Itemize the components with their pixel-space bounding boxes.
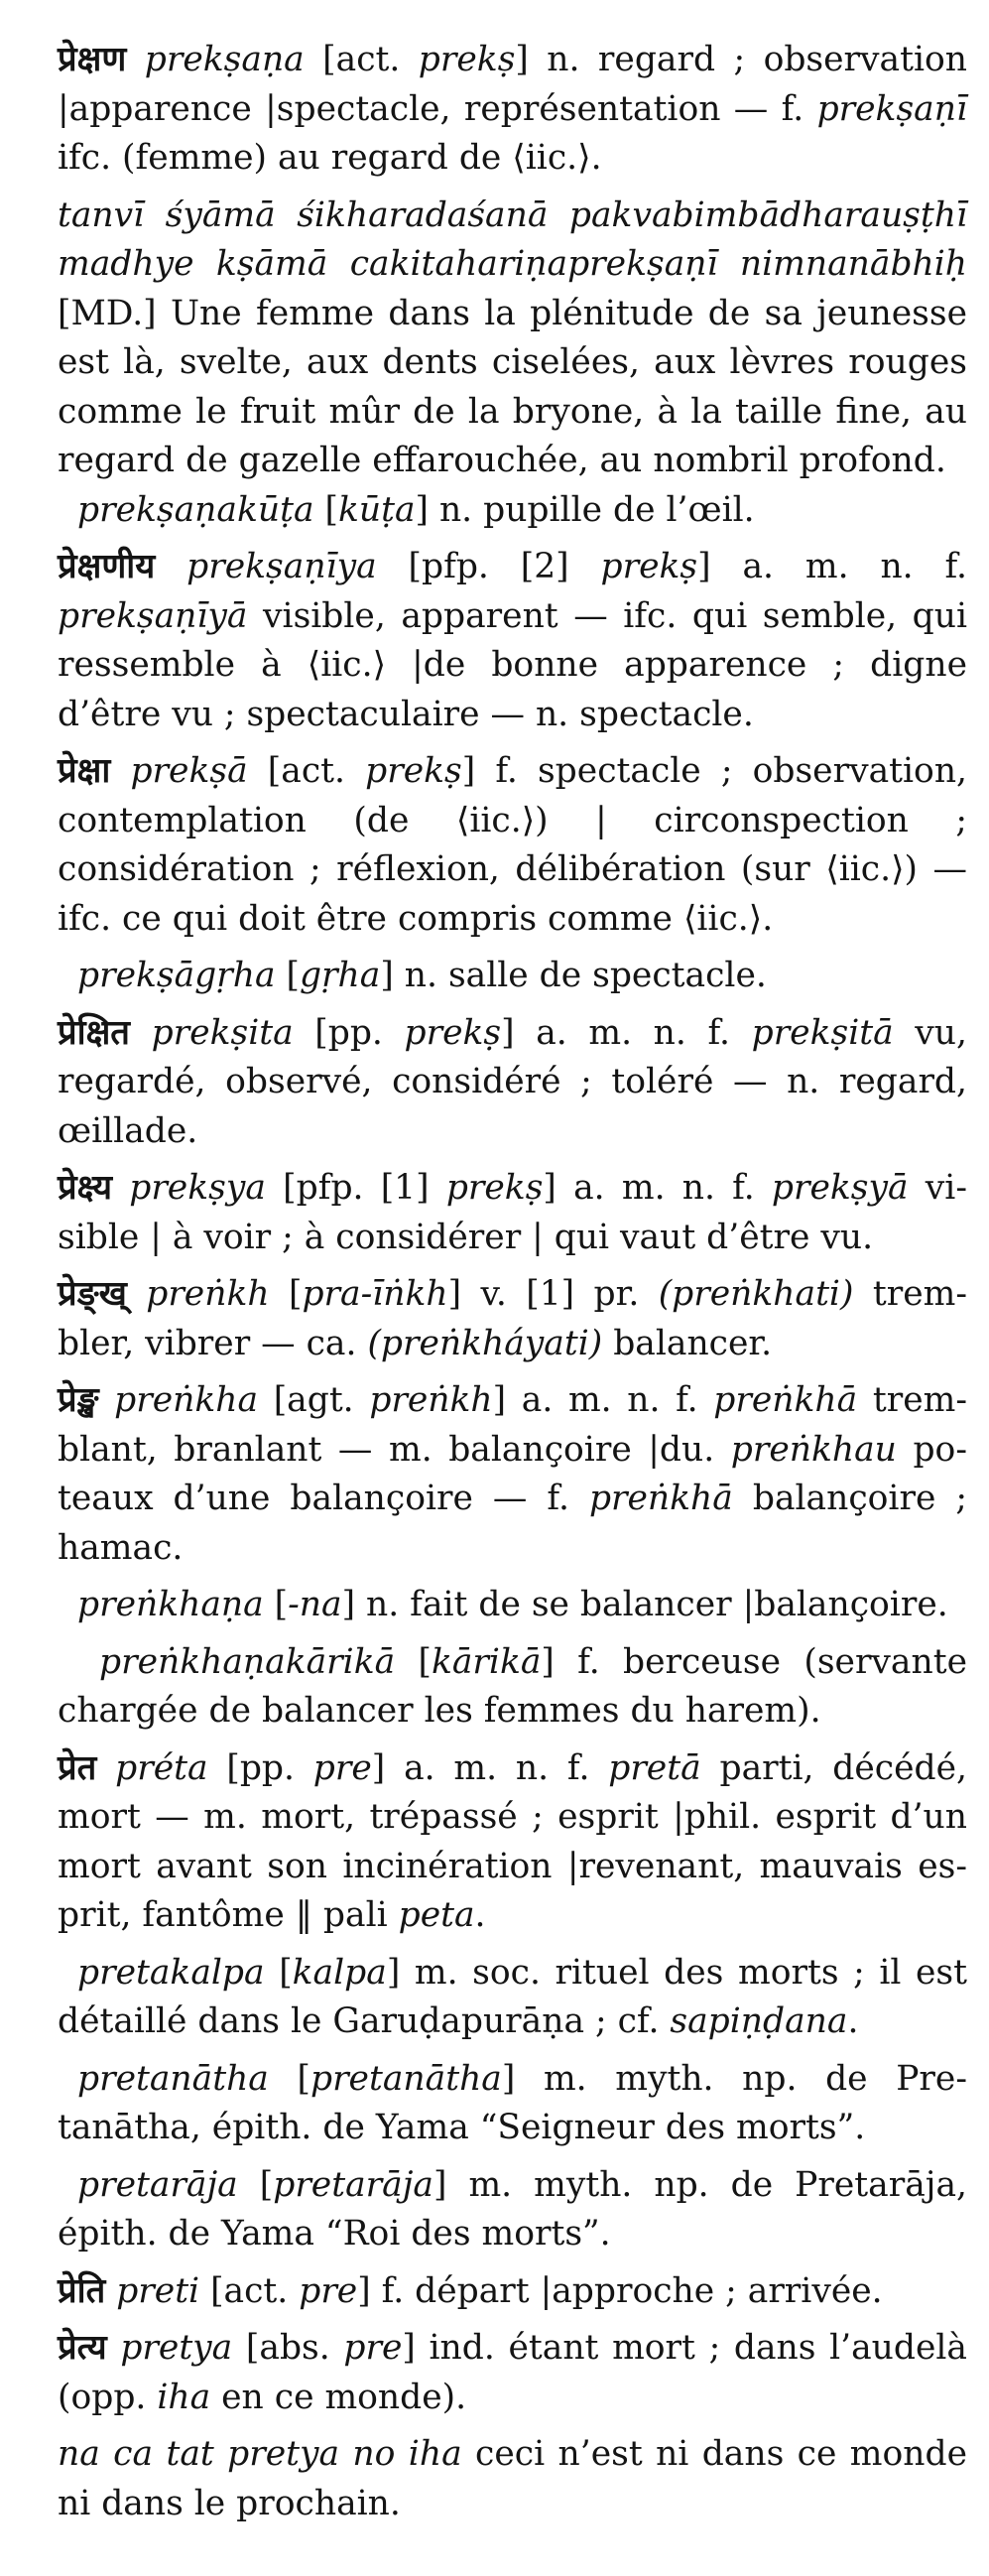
definition-text — [98, 1380, 114, 1420]
headword-devanagari: प्रेक्षा — [58, 751, 111, 791]
italic-text: na ca tat pretya no iha — [58, 2434, 462, 2474]
definition-text — [110, 751, 130, 791]
definition-text: en ce monde). — [210, 2377, 467, 2417]
dictionary-entry — [58, 2324, 967, 2422]
italic-text: prekṣ — [445, 1168, 544, 1208]
sub-entry — [58, 1581, 967, 1630]
definition-text — [130, 1013, 152, 1053]
italic-text: prekṣaṇīyā — [58, 595, 248, 636]
italic-text: kalpa — [292, 1952, 387, 1993]
headword-devanagari: प्रेति — [58, 2270, 106, 2311]
italic-text: pre — [343, 2328, 403, 2368]
definition-text: parti, décédé, mort — m. mort, trépassé ; esprit |phil. esprit d’un mort avant son incinération |revenant, mauvais esprit, fantôme ‖ pali — [58, 1747, 968, 1935]
definition-text: ] a. m. n. f. — [543, 1168, 772, 1208]
definition-text: ] f. spectacle ; observation, contemplation (de ⟨iic.⟩) | circonspection ; considération ; réflexion, délibération (sur ⟨iic.⟩) — ifc. ce qui doit être compris comme ⟨iic.⟩. — [58, 751, 968, 939]
definition-text: [ — [275, 956, 300, 995]
definition-text: [ — [268, 2058, 310, 2099]
headword-devanagari: प्रेङ्ख् — [58, 1274, 127, 1314]
definition-text: [ — [313, 489, 338, 530]
definition-text: [ — [263, 1585, 289, 1624]
definition-text: [pp. — [207, 1747, 313, 1788]
headword-devanagari: प्रेक्षणीय — [58, 547, 156, 586]
italic-text: peta — [398, 1895, 475, 1935]
definition-text: ] m. myth. np. de Pretanātha, épith. de Yama “Seigneur des morts”. — [58, 2058, 968, 2147]
italic-text: preṅkhā — [588, 1479, 733, 1518]
definition-text — [126, 40, 144, 79]
definition-text: balancer. — [602, 1323, 773, 1363]
italic-text: -na — [288, 1585, 342, 1624]
italic-text: prekṣ — [365, 751, 462, 791]
italic-text: préta — [115, 1747, 208, 1788]
sub-entry — [58, 486, 967, 536]
definition-text: [act. — [199, 2270, 300, 2311]
definition-text: ] a. m. n. f. — [697, 547, 968, 586]
sub-entry — [58, 2055, 967, 2153]
definition-text: [ — [395, 1641, 432, 1682]
sub-entry — [58, 1949, 967, 2047]
italic-text: (preṅkhati) — [658, 1274, 854, 1314]
italic-text: preṅkh — [369, 1380, 493, 1420]
definition-text: ] a. m. n. f. — [492, 1380, 714, 1420]
italic-text: (preṅkháyati) — [367, 1323, 603, 1363]
definition-text: ] a. m. n. f. — [501, 1012, 752, 1053]
italic-text: tanvī śyāmā śikharadaśanā pakvabimbādharauṣṭhī madhye kṣāmā cakitahariṇaprekṣaṇī nimnanābhiḥ — [58, 194, 967, 284]
definition-text: ] m. soc. rituel des morts ; il est détaillé dans le Garuḍapurāṇa ; cf. — [58, 1952, 967, 2041]
italic-text: prekṣā — [130, 751, 248, 791]
definition-text: balançoire ; hamac. — [58, 1479, 967, 1568]
dictionary-entry — [58, 543, 967, 739]
dictionary-entry — [58, 747, 967, 944]
definition-text: ] a. m. n. f. — [371, 1747, 609, 1788]
italic-text: prekṣyā — [771, 1168, 909, 1208]
dictionary-entry — [58, 2267, 967, 2317]
italic-text: prekṣ — [600, 547, 698, 586]
definition-text: [ — [269, 1274, 303, 1314]
dictionary-entry — [58, 1164, 967, 1262]
italic-text: prekṣaṇī — [816, 88, 967, 129]
dictionary-entry — [58, 1744, 967, 1941]
definition-text — [105, 2271, 116, 2311]
headword-devanagari: प्रेक्षित — [58, 1012, 130, 1053]
definition-text: [MD.] Une femme dans la plénitude de sa jeunesse est là, svelte, aux dents ciselées, aux lèvres rouges comme le fruit mûr de la bryone, à la taille fine, au regard de gazelle effarouchée, au nombril profond. — [58, 293, 967, 480]
definition-text — [155, 547, 186, 586]
italic-text: kūṭa — [337, 489, 416, 530]
italic-text: pretakalpa — [77, 1952, 265, 1993]
definition-text — [112, 1168, 129, 1208]
definition-text: [pfp. [2] — [376, 547, 601, 586]
definition-text: [pp. — [293, 1012, 405, 1053]
italic-text: pre — [312, 1747, 372, 1788]
dictionary-entry — [58, 36, 967, 184]
definition-text: [agt. — [258, 1380, 370, 1420]
italic-text: sapiṇḍana — [670, 2001, 848, 2041]
definition-text: [ — [237, 2164, 274, 2205]
italic-text: preṅkhaṇa — [77, 1585, 264, 1624]
definition-text: ceci n’est ni dans ce monde ni dans le prochain. — [58, 2434, 967, 2523]
italic-text: pretanātha — [77, 2058, 269, 2099]
italic-text: prekṣāgṛha — [77, 956, 276, 995]
definition-text — [107, 2328, 121, 2368]
headword-devanagari: प्रेत्य — [58, 2328, 107, 2368]
definition-text: [abs. — [232, 2328, 344, 2368]
italic-text: preṅkha — [114, 1380, 259, 1420]
italic-text: preti — [116, 2270, 200, 2311]
italic-text: prekṣaṇakūṭa — [77, 489, 314, 530]
italic-text: pretanātha — [309, 2058, 502, 2099]
italic-text: pretarāja — [77, 2164, 238, 2205]
italic-text: pra-īṅkh — [302, 1274, 448, 1314]
dictionary-entry — [58, 1009, 967, 1157]
italic-text: iha — [157, 2377, 211, 2417]
definition-text: ] ind. étant mort ; dans l’audelà (opp. — [58, 2328, 968, 2417]
italic-text: pre — [299, 2270, 358, 2311]
italic-text: prekṣita — [151, 1012, 294, 1053]
sub-entry — [58, 952, 967, 1001]
definition-text: ] f. berceuse (servante chargée de balancer les femmes du harem). — [58, 1641, 967, 1731]
italic-text: preṅkhau — [730, 1429, 897, 1470]
definition-text: vu, regardé, observé, considéré ; toléré — n. regard, œillade. — [58, 1012, 967, 1151]
definition-text — [96, 1748, 115, 1788]
definition-text: [act. — [247, 751, 366, 791]
definition-text: trembler, vibrer — ca. — [58, 1274, 967, 1363]
italic-text: prekṣitā — [751, 1012, 894, 1053]
definition-text: ] n. regard ; observation |apparence |spectacle, représentation — f. — [58, 40, 967, 129]
definition-text: tremblant, branlant — m. balançoire |du. — [58, 1380, 967, 1470]
italic-text: prekṣaṇa — [144, 40, 305, 79]
sub-entry — [58, 2161, 967, 2259]
headword-devanagari: प्रेत — [58, 1747, 97, 1788]
italic-text: pretya — [120, 2328, 233, 2368]
headword-devanagari: प्रेङ्ख — [58, 1380, 99, 1420]
italic-text: prekṣ — [418, 40, 516, 79]
definition-text: visible, apparent — ifc. qui semble, qui ressemble à ⟨iic.⟩ |de bonne apparence ; digne d’être vu ; spectaculaire — n. spectacle. — [58, 595, 967, 734]
dictionary-entry — [58, 1376, 967, 1573]
definition-text: ifc. (femme) au regard de ⟨iic.⟩. — [58, 138, 602, 178]
italic-text: gṛha — [299, 956, 381, 995]
definition-text: . — [474, 1895, 486, 1935]
italic-text: prekṣaṇīya — [186, 547, 377, 586]
italic-text: pretarāja — [273, 2164, 433, 2205]
definition-text: ] n. pupille de l’œil. — [415, 489, 755, 530]
definition-text: visible | à voir ; à considérer | qui vaut d’être vu. — [58, 1168, 967, 1257]
definition-text: poteaux d’une balançoire — f. — [58, 1429, 967, 1518]
italic-text: preṅkhā — [713, 1380, 858, 1420]
definition-text: ] n. fait de se balancer |balançoire. — [341, 1585, 948, 1624]
citation-quote — [58, 192, 967, 486]
definition-text: ] f. départ |approche ; arrivée. — [357, 2270, 883, 2311]
definition-text — [127, 1274, 146, 1314]
definition-text: [pfp. [1] — [265, 1168, 446, 1208]
italic-text: prekṣya — [129, 1168, 266, 1208]
headword-devanagari: प्रेक्ष्य — [58, 1168, 112, 1208]
citation-quote — [58, 2430, 967, 2528]
sub-entry — [58, 1638, 967, 1737]
definition-text: ] m. myth. np. de Pretarāja, épith. de Yama “Roi des morts”. — [58, 2164, 967, 2254]
italic-text: preṅkh — [146, 1274, 270, 1314]
definition-text: ] v. [1] pr. — [447, 1274, 659, 1314]
italic-text: prekṣ — [404, 1012, 502, 1053]
definition-text: . — [847, 2001, 859, 2041]
headword-devanagari: प्रेक्षण — [58, 40, 127, 79]
italic-text: pretā — [608, 1747, 701, 1788]
definition-text: [ — [264, 1952, 293, 1993]
italic-text: preṅkhaṇakārikā — [99, 1641, 396, 1682]
definition-text: ] n. salle de spectacle. — [380, 956, 767, 995]
definition-text: [act. — [304, 40, 419, 79]
italic-text: kārikā — [431, 1641, 542, 1682]
dictionary-entry — [58, 1270, 967, 1368]
